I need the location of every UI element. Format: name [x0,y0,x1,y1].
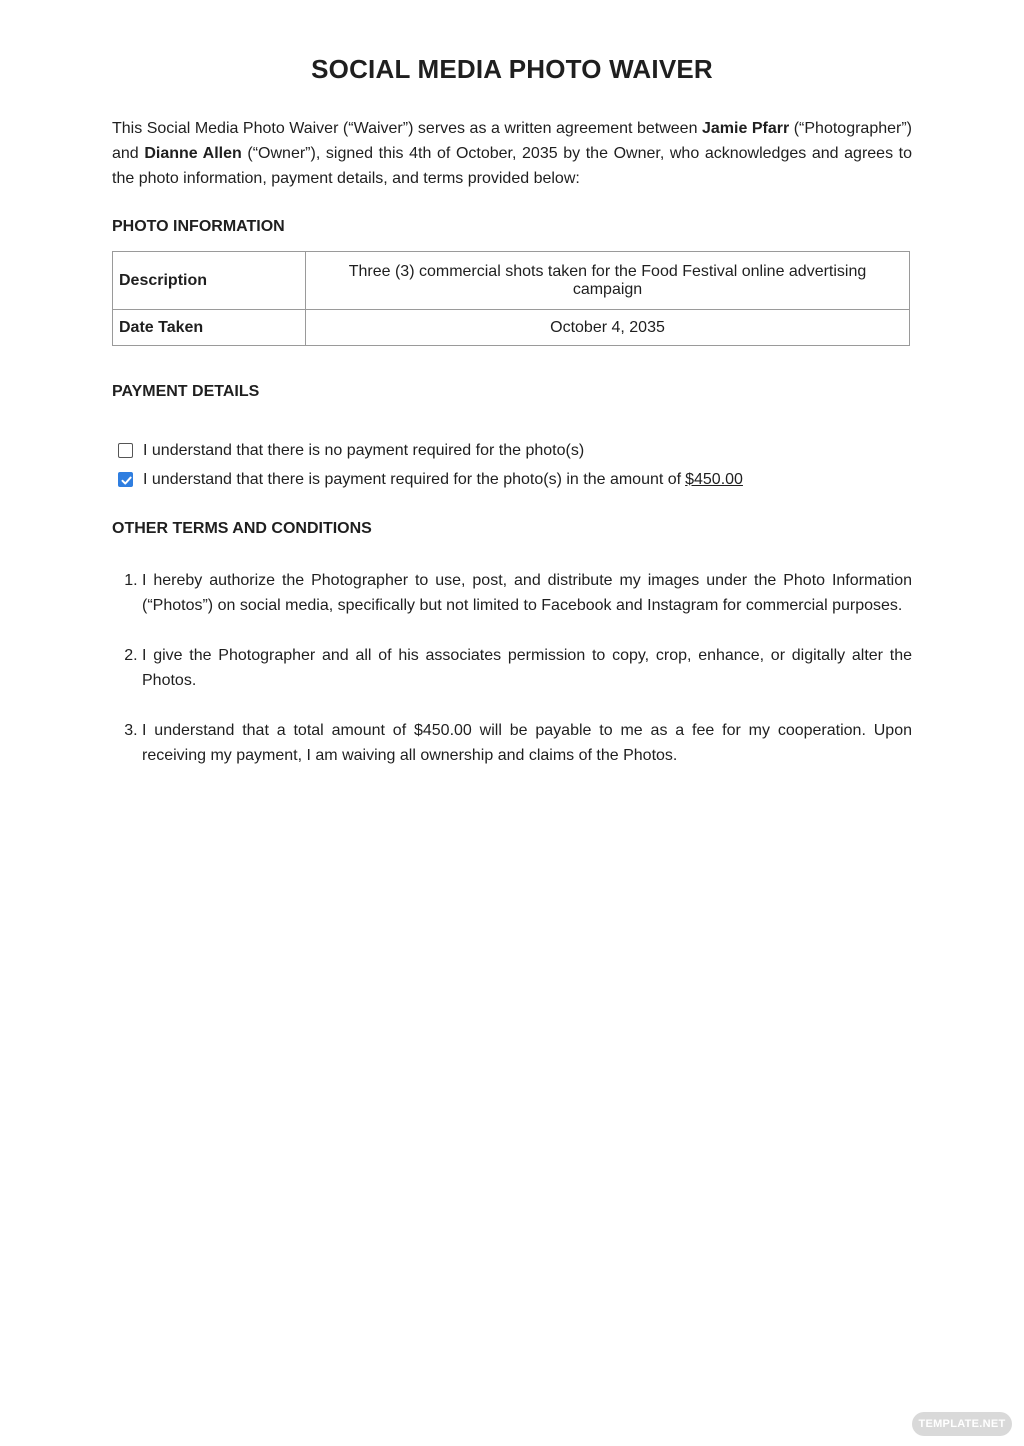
payment-options [118,436,908,494]
checkmark-icon [120,474,133,487]
description-value: Three (3) commercial shots taken for the Food Festival online advertising campaign [306,252,910,310]
table-row [113,310,910,346]
intro-paragraph [112,116,912,191]
payment-option-payment-required[interactable] [118,465,908,494]
photo-information-heading: PHOTO INFORMATION [112,218,285,235]
photographer-name: Jamie Pfarr [701,120,790,137]
document-title: SOCIAL MEDIA PHOTO WAIVER [311,54,713,84]
description-label: Description [113,252,306,310]
terms-list [112,568,912,793]
no-payment-label: I understand that there is no payment required for the photo(s) [143,441,585,459]
list-item: 3. I understand that a total amount of $450.00 will be payable to me as a fee for my cooperation. Upon receiving my payment, I am waiving all ownership and claims of the Photos. [142,718,912,768]
photo-information-table [112,251,910,346]
terms-heading: OTHER TERMS AND CONDITIONS [112,520,372,537]
no-payment-checkbox[interactable] [118,443,133,458]
date-taken-value: October 4, 2035 [306,310,910,346]
payment-details-heading: PAYMENT DETAILS [112,383,260,400]
payment-option-no-payment[interactable] [118,436,908,465]
intro-text-1: This Social Media Photo Waiver (“Waiver”) serves as a written agreement between [112,120,702,137]
date-taken-label: Date Taken [113,310,306,346]
payment-required-checkbox[interactable] [118,472,133,487]
intro-text-3: (“Owner”), signed this 4th of October, 2035 by the Owner, who acknowledges and agrees to the photo information, payment details, and terms provided below: [112,145,913,187]
owner-name: Dianne Allen [144,145,242,162]
payment-amount: $450.00 [685,470,743,488]
list-item: 1. I hereby authorize the Photographer to use, post, and distribute my images under the Photo Information (“Photos”) on social media, specifically but not limited to Facebook and Instagram for commercial purposes. [142,568,912,618]
payment-required-label: I understand that there is payment required for the photo(s) in the amount of [143,470,682,488]
list-item: 2. I give the Photographer and all of his associates permission to copy, crop, enhance, or digitally alter the Photos. [142,643,912,693]
template-watermark: TEMPLATE.NET [912,1412,1012,1436]
table-row [113,252,910,310]
intro-text-2: (“Photographer”) and [112,120,912,162]
